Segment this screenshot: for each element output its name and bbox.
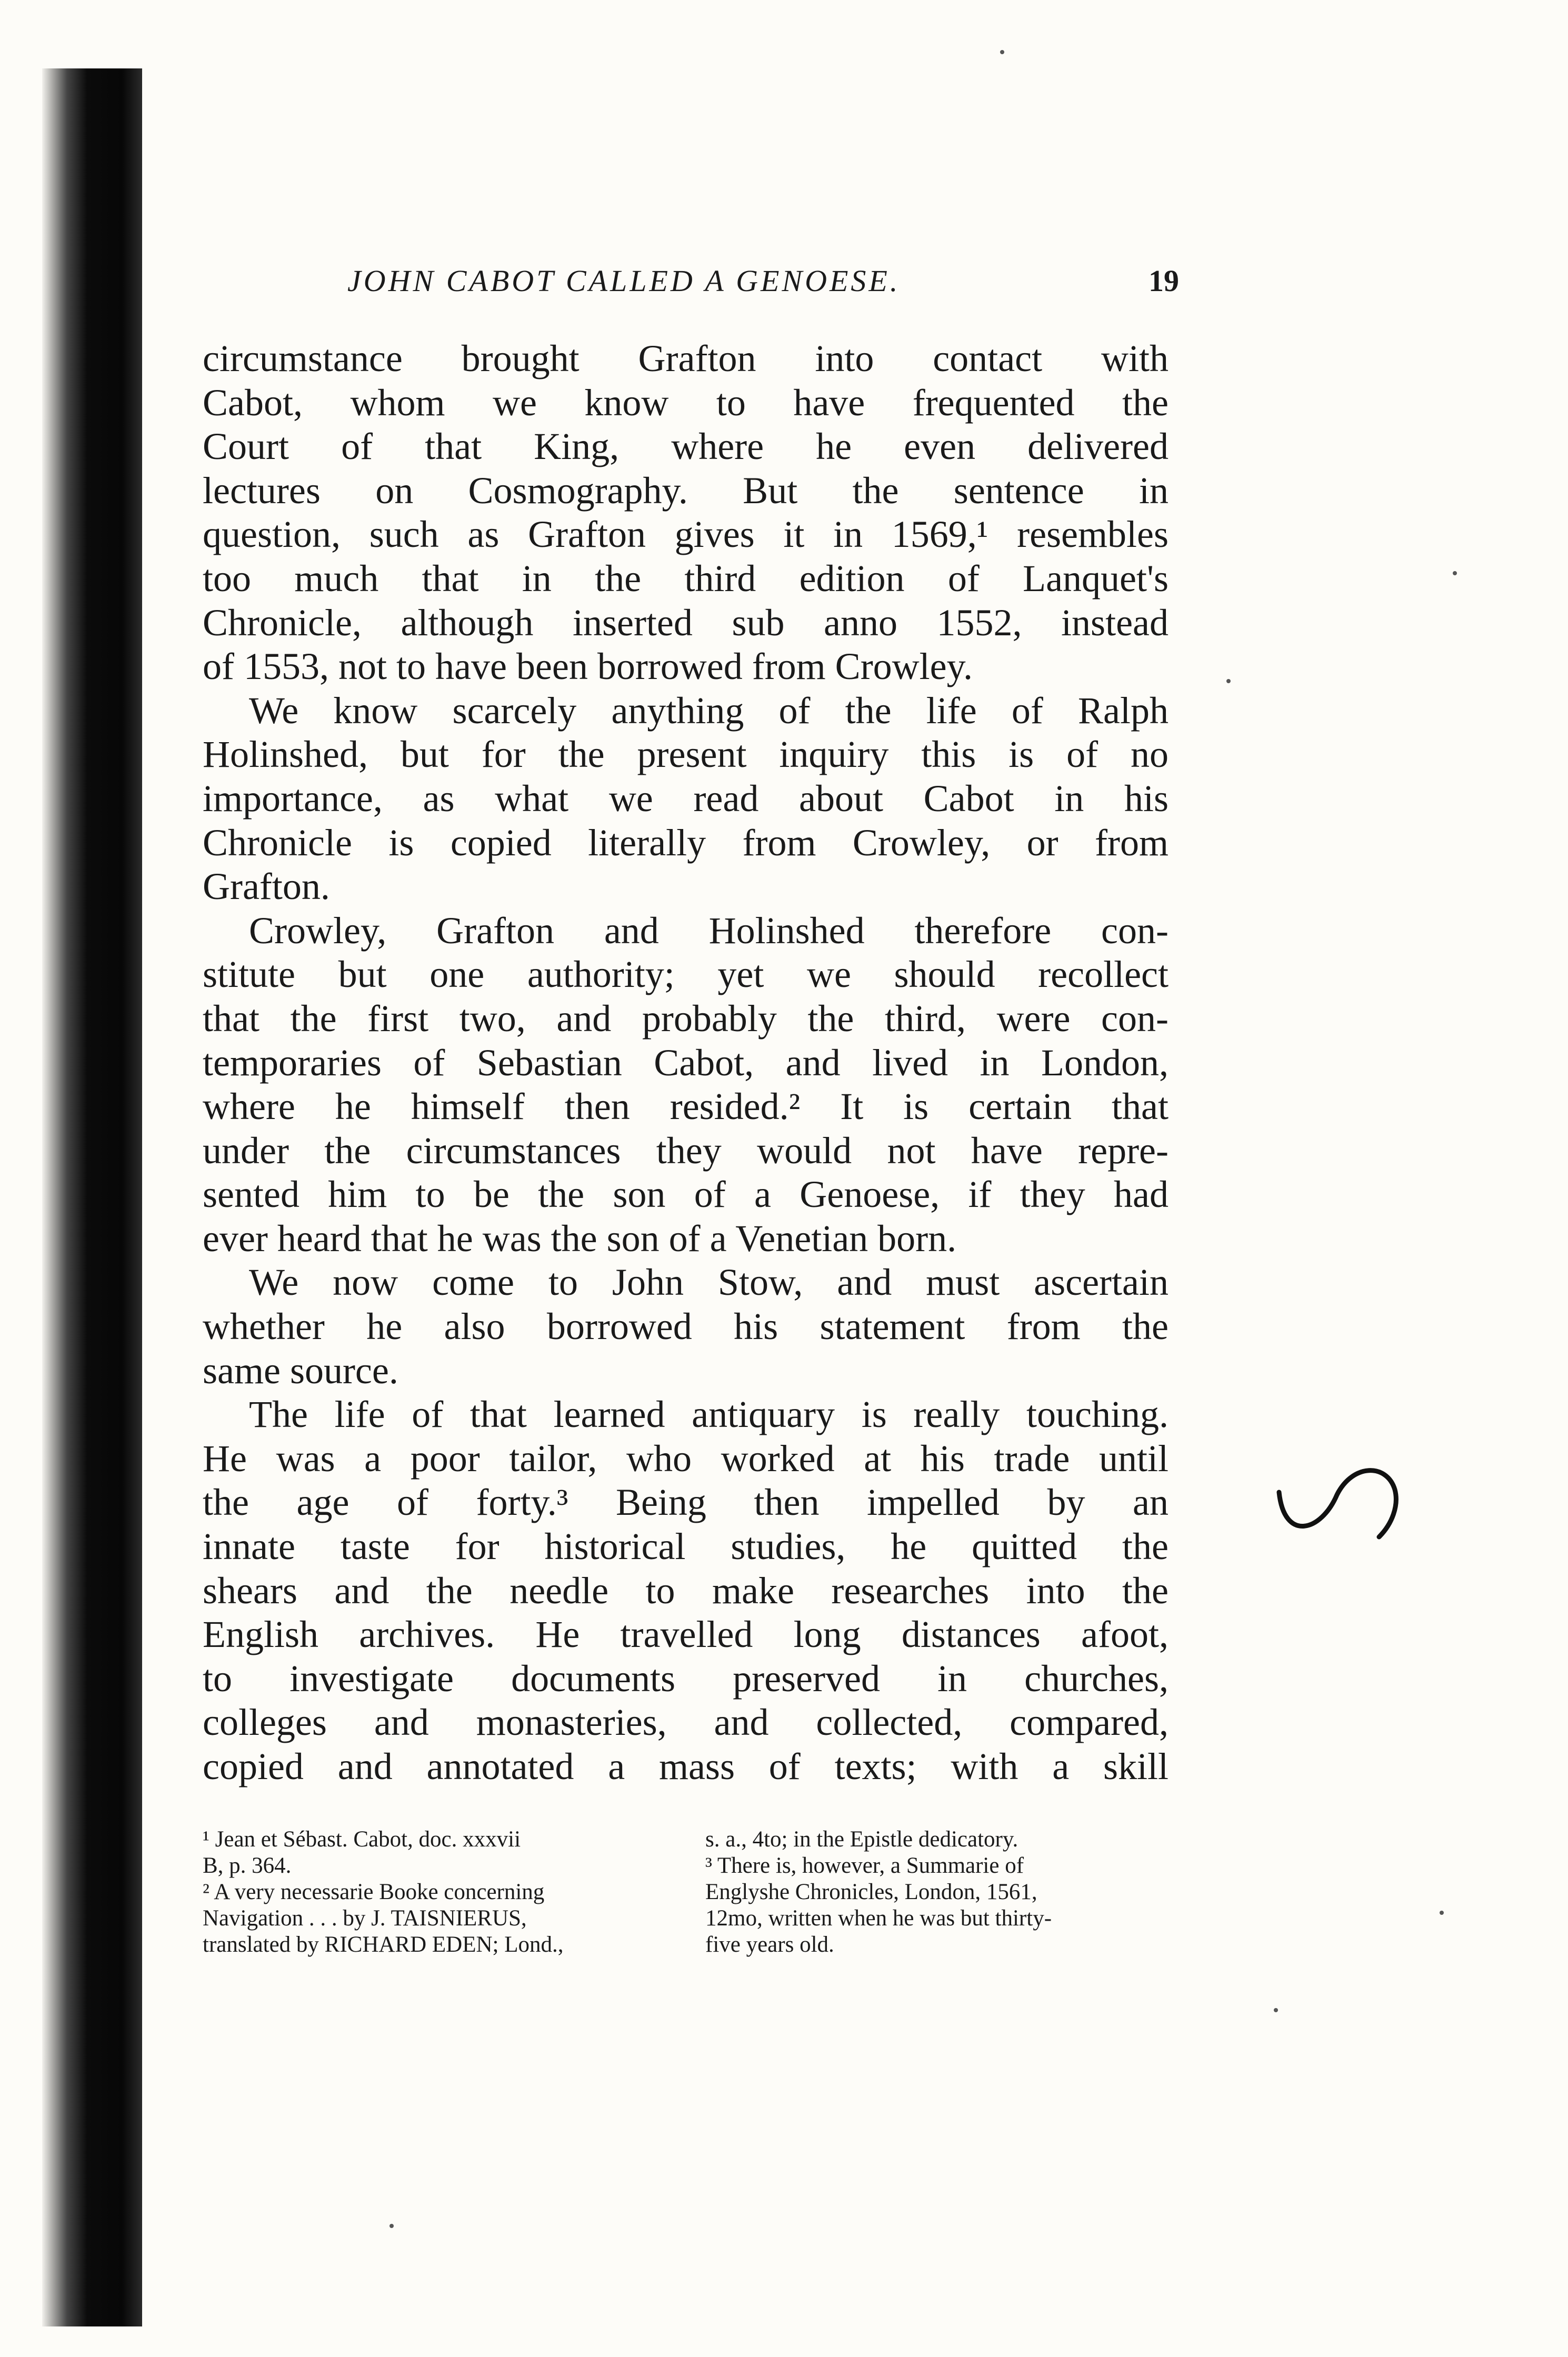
body-line: Grafton.: [203, 865, 330, 908]
body-line: too much that in the third edition of Lanquet's: [203, 557, 1168, 600]
footnote-line: 12mo, written when he was but thirty-: [705, 1906, 1052, 1931]
scan-speck: [389, 2224, 394, 2228]
footnotes-right-column: [705, 1826, 1168, 1958]
body-line: circumstance brought Grafton into contact with: [203, 337, 1168, 379]
body-line: We now come to John Stow, and must ascertain: [249, 1261, 1168, 1304]
footnote-line: ² A very necessarie Booke concerning: [203, 1880, 545, 1904]
body-line: importance, as what we read about Cabot in his: [203, 777, 1168, 820]
body-line: question, such as Grafton gives it in 1569,¹ resembles: [203, 513, 1168, 556]
scan-speck: [1226, 679, 1231, 683]
footnotes-left-column: [203, 1826, 666, 1958]
body-line: to investigate documents preserved in churches,: [203, 1657, 1168, 1700]
footnote-line: five years old.: [705, 1932, 834, 1957]
body-line: We know scarcely anything of the life of Ralph: [249, 689, 1168, 732]
body-line: The life of that learned antiquary is really touching.: [249, 1393, 1168, 1436]
body-line: copied and annotated a mass of texts; with a skill: [203, 1745, 1168, 1787]
body-line: innate taste for historical studies, he quitted the: [203, 1525, 1168, 1568]
body-line: Cabot, whom we know to have frequented the: [203, 381, 1168, 424]
footnote-line: Englyshe Chronicles, London, 1561,: [705, 1880, 1037, 1904]
page-number: 19: [1148, 264, 1179, 298]
running-header: [347, 263, 1179, 311]
body-line: where he himself then resided.² It is certain that: [203, 1085, 1168, 1128]
body-line: ever heard that he was the son of a Venetian born.: [203, 1217, 957, 1260]
running-title: JOHN CABOT CALLED A GENOESE.: [347, 264, 901, 298]
footnote-line: translated by RICHARD EDEN; Lond.,: [203, 1932, 564, 1957]
body-line: Holinshed, but for the present inquiry this is of no: [203, 733, 1168, 776]
body-text: [203, 337, 1168, 1789]
body-line: temporaries of Sebastian Cabot, and lived in London,: [203, 1041, 1168, 1084]
footnote-line: Navigation . . . by J. TAISNIERUS,: [203, 1906, 527, 1931]
body-line: Court of that King, where he even delivered: [203, 425, 1168, 468]
scan-speck: [1274, 2008, 1278, 2012]
body-line: shears and the needle to make researches into the: [203, 1569, 1168, 1612]
scan-speck: [1453, 571, 1457, 575]
footnote-line: s. a., 4to; in the Epistle dedicatory.: [705, 1827, 1018, 1852]
body-line: of 1553, not to have been borrowed from Crowley.: [203, 645, 973, 688]
body-line: that the first two, and probably the third, were con-: [203, 997, 1168, 1040]
body-line: Chronicle, although inserted sub anno 1552, instead: [203, 601, 1168, 644]
body-line: lectures on Cosmography. But the sentence in: [203, 469, 1168, 512]
scan-speck: [1000, 50, 1004, 54]
body-line: Crowley, Grafton and Holinshed therefore con-: [249, 909, 1168, 952]
body-line: English archives. He travelled long distances afoot,: [203, 1613, 1168, 1656]
scan-speck: [1440, 1911, 1444, 1915]
footnote-line: ¹ Jean et Sébast. Cabot, doc. xxxvii: [203, 1827, 521, 1852]
scanned-binding-edge: [42, 68, 142, 2326]
body-line: He was a poor tailor, who worked at his trade until: [203, 1437, 1168, 1480]
body-line: sented him to be the son of a Genoese, if they had: [203, 1173, 1168, 1216]
body-line: under the circumstances they would not have repre-: [203, 1129, 1168, 1172]
body-line: Chronicle is copied literally from Crowley, or from: [203, 821, 1168, 864]
body-line: colleges and monasteries, and collected, compared,: [203, 1701, 1168, 1744]
body-line: the age of forty.³ Being then impelled by an: [203, 1481, 1168, 1524]
footnote-line: ³ There is, however, a Summarie of: [705, 1853, 1024, 1878]
body-line: whether he also borrowed his statement from the: [203, 1305, 1168, 1348]
footnote-line: B, p. 364.: [203, 1853, 292, 1878]
body-line: same source.: [203, 1349, 398, 1392]
body-line: stitute but one authority; yet we should recollect: [203, 953, 1168, 996]
handwritten-s-mark: [1274, 1453, 1411, 1542]
